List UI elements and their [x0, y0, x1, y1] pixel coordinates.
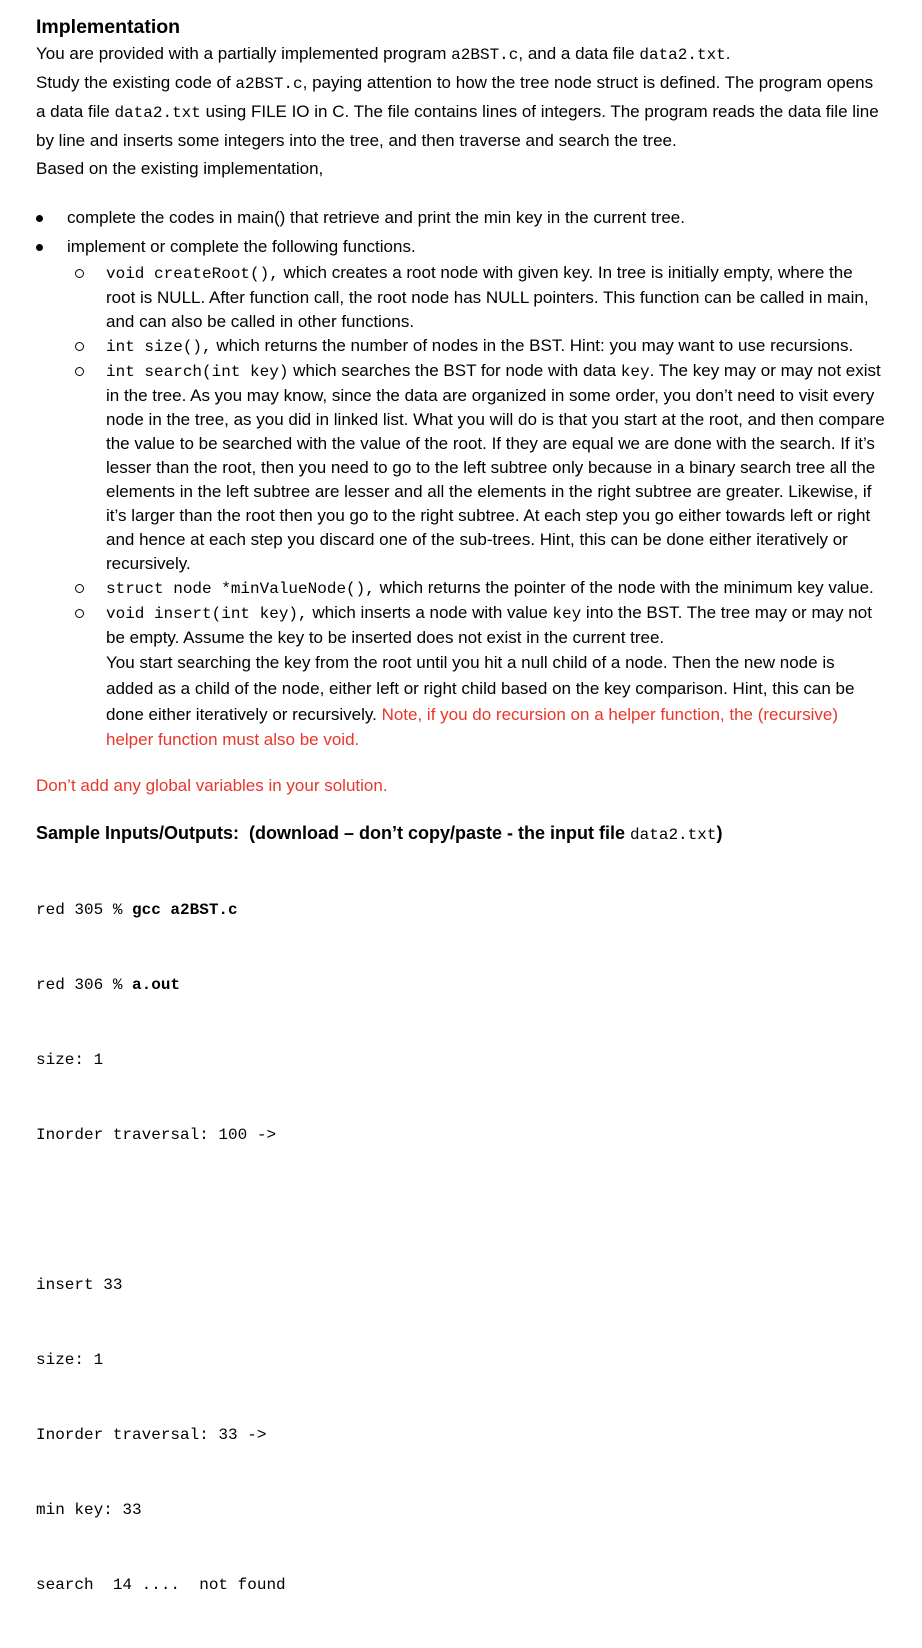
sample-heading-note: (download – don’t copy/paste - the input file — [249, 823, 631, 843]
circle-bullet-icon — [75, 367, 84, 376]
warning-note: Don’t add any global variables in your solution. — [36, 776, 388, 795]
prompt: red 306 % — [36, 976, 133, 994]
filename: a2BST.c — [451, 46, 519, 64]
list-item — [36, 232, 886, 261]
function-description: . The key may or may not exist in the tree. As you may know, since the data are organized in some order, you don’t need to visit every node in the tree, as you did in linked list. What you will do is that you start at the root, and then compare the value to be searched with the value of the root. If they are equal we are done with the search. If it’s lesser than the root, then you need to go to the left subtree only because in a binary search tree all the elements in the left subtree are lesser and all the elements in the right subtree are greater. Likewise, if it’s larger than the root then you go to the right subtree. At each step you go either towards left or right and hence at each step you discard one of the sub-trees. Hint, this can be done either iteratively or recursively. — [106, 361, 885, 573]
intro-text: Study the existing code of — [36, 73, 236, 92]
sample-heading: Sample Inputs/Outputs: — [36, 823, 240, 843]
command-line — [36, 973, 886, 998]
function-description: which searches the BST for node with data — [288, 361, 621, 380]
intro-text: , paying attention to how the tree node struct is defined. The program opens a data file — [36, 73, 874, 121]
bullet-icon — [36, 215, 43, 222]
circle-bullet-icon — [75, 609, 84, 618]
function-signature: struct node *minValueNode(), — [106, 580, 375, 598]
document-page — [36, 14, 886, 1648]
function-item — [106, 261, 886, 334]
function-description: which inserts a node with value — [307, 603, 553, 622]
circle-bullet-icon — [75, 584, 84, 593]
output-line: search 14 .... not found — [36, 1576, 286, 1594]
code-key: key — [620, 363, 650, 381]
function-item — [106, 334, 886, 359]
bullet-text: implement or complete the following functions. — [67, 237, 416, 256]
filename: data2.txt — [630, 826, 717, 844]
intro-text: . — [725, 44, 731, 63]
output-line: Inorder traversal: 100 -> — [36, 1126, 277, 1144]
output-line: size: 1 — [36, 1051, 104, 1069]
sample-heading-note: ) — [716, 823, 723, 843]
function-item — [106, 576, 886, 601]
bullet-icon — [36, 244, 43, 251]
output-line: insert 33 — [36, 1276, 123, 1294]
function-description: You start searching the key from the root until you hit a null child of a node. Then the new node is added as a child of the node, either left or right child based on the key comparison. Hint, this can be done either iteratively or recursively. — [106, 653, 855, 724]
circle-bullet-icon — [75, 342, 84, 351]
output-line: Inorder traversal: 33 -> — [36, 1426, 267, 1444]
function-item — [106, 601, 886, 752]
terminal-output — [36, 848, 886, 1648]
circle-bullet-icon — [75, 269, 84, 278]
code-key: key — [552, 605, 582, 623]
intro-text: Based on the existing implementation, — [36, 159, 324, 178]
intro-text: You are provided with a partially implemented program — [36, 44, 452, 63]
list-item — [36, 203, 886, 232]
filename: a2BST.c — [235, 75, 303, 93]
bullet-text: complete the codes in main() that retrieve and print the min key in the current tree. — [67, 208, 685, 227]
prompt: red 305 % — [36, 901, 133, 919]
bullet-list — [36, 203, 886, 752]
function-signature: void insert(int key), — [106, 605, 308, 623]
function-description: into the BST. The tree may or may not be empty. Assume the key to be inserted does not exist in the current tree. — [106, 603, 872, 647]
section-title: Implementation — [36, 16, 181, 38]
sample-title — [36, 820, 886, 848]
output-line — [36, 1198, 886, 1223]
function-signature: void createRoot(), — [106, 265, 279, 283]
command: gcc a2BST.c — [132, 901, 238, 919]
function-note: Note, if you do recursion on a helper function, the (recursive) helper function must also be void. — [106, 705, 838, 749]
filename: data2.txt — [114, 104, 201, 122]
intro-text: , and a data file — [518, 44, 640, 63]
intro-text: using FILE IO in C. The file contains lines of integers. The program reads the data file line by line and inserts some integers into the tree, and then traverse and search the tree. — [36, 102, 879, 150]
command: a.out — [132, 976, 181, 994]
intro-paragraph — [36, 40, 886, 183]
function-signature: int search(int key) — [106, 363, 289, 381]
function-description: which creates a root node with given key. In tree is initially empty, where the root is NULL. After function call, the root node has NULL pointers. This function can be called in main, and can also be called in other functions. — [106, 263, 869, 331]
function-signature: int size(), — [106, 338, 212, 356]
output-line: min key: 33 — [36, 1501, 142, 1519]
function-description: which returns the pointer of the node with the minimum key value. — [374, 578, 874, 597]
output-line: size: 1 — [36, 1351, 104, 1369]
function-description: which returns the number of nodes in the BST. Hint: you may want to use recursions. — [211, 336, 854, 355]
filename: data2.txt — [639, 46, 726, 64]
command-line — [36, 898, 886, 923]
function-item — [106, 359, 886, 576]
